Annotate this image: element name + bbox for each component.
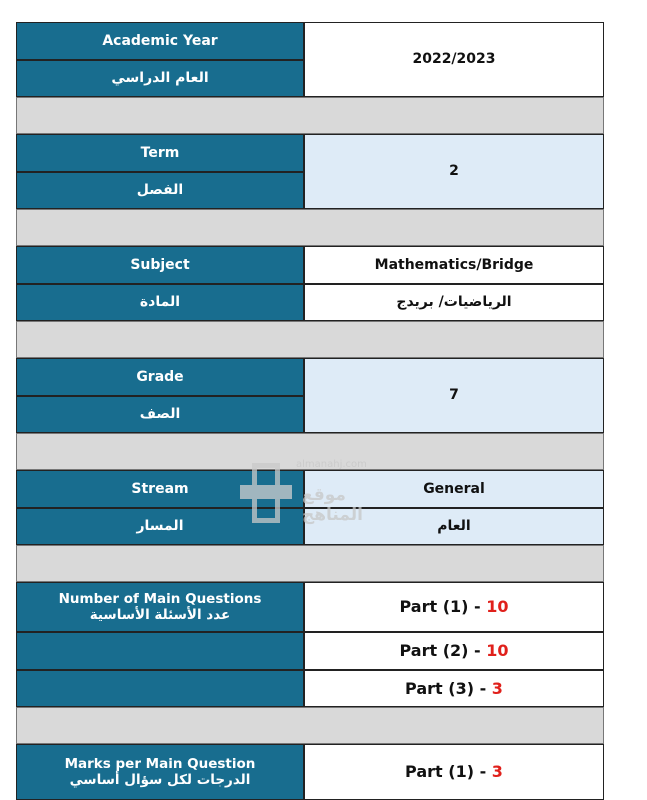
grade-label-en: Grade	[16, 358, 304, 396]
watermark-text: موقع المناهج	[302, 485, 363, 525]
separator-row	[16, 545, 604, 582]
main-questions-label-ar: عدد الأسئلة الأساسية	[89, 607, 231, 623]
marks-label-en: Marks per Main Question	[64, 755, 256, 772]
part-label: Part (2) -	[399, 641, 487, 661]
separator-row	[16, 321, 604, 358]
part-label: Part (3) -	[405, 678, 492, 698]
stream-value-en: General	[304, 470, 604, 508]
main-questions-part-1	[304, 582, 604, 632]
term-label-en: Term	[16, 134, 304, 172]
grade-label-ar: الصف	[16, 396, 304, 433]
marks-label	[16, 744, 304, 800]
part-count: 3	[491, 678, 503, 698]
subject-label-en: Subject	[16, 246, 304, 284]
separator-row	[16, 433, 604, 470]
stream-label-ar: المسار	[16, 508, 304, 545]
main-questions-label	[16, 582, 304, 632]
academic-year-label-en: Academic Year	[16, 22, 304, 60]
academic-year-label-ar: العام الدراسي	[16, 60, 304, 97]
subject-label-ar: المادة	[16, 284, 304, 321]
term-label-ar: الفصل	[16, 172, 304, 209]
subject-value-en: Mathematics/Bridge	[304, 246, 604, 284]
term-value: 2	[304, 134, 604, 209]
part-count: 10	[486, 597, 509, 617]
main-questions-label-en: Number of Main Questions	[58, 590, 262, 607]
part-label: Part (1) -	[399, 597, 487, 617]
marks-part-1	[304, 744, 604, 800]
separator-row	[16, 97, 604, 134]
main-questions-label-blank	[16, 670, 304, 707]
part-label: Part (1) -	[405, 762, 492, 782]
part-count: 10	[486, 641, 509, 661]
separator-row	[16, 707, 604, 744]
watermark-url: almanahj.com	[296, 459, 367, 470]
subject-value-ar: الرياضيات/ بريدج	[304, 284, 604, 321]
academic-year-value: 2022/2023	[304, 22, 604, 97]
stream-label-en: Stream	[16, 470, 304, 508]
separator-row	[16, 209, 604, 246]
main-questions-label-blank	[16, 632, 304, 670]
main-questions-part-3	[304, 670, 604, 707]
grade-value: 7	[304, 358, 604, 433]
part-value: 3	[491, 762, 503, 782]
marks-label-ar: الدرجات لكل سؤال أساسي	[69, 772, 251, 788]
main-questions-part-2	[304, 632, 604, 670]
stream-value-ar: العام	[304, 508, 604, 545]
